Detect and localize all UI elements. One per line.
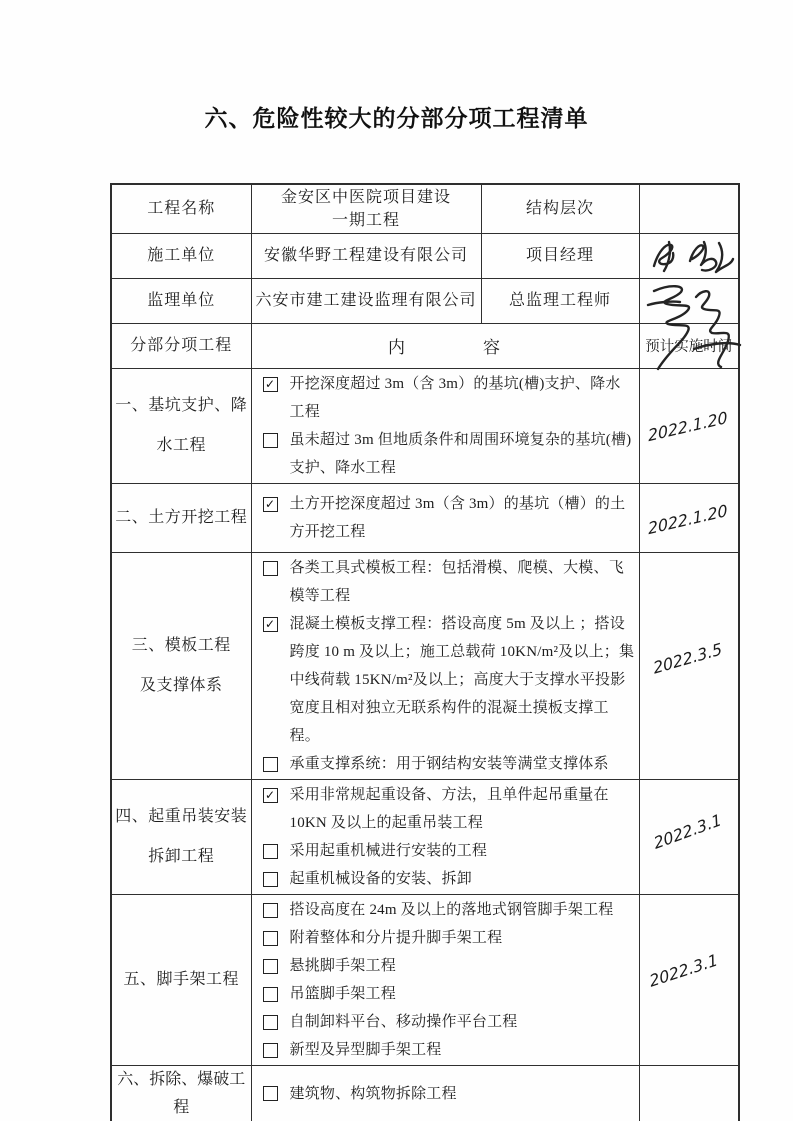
section-name-line: 二、土方开挖工程 xyxy=(115,508,248,526)
checklist-item-text: 建筑物、构筑物拆除工程 xyxy=(289,1085,457,1102)
checkbox-icon xyxy=(263,872,278,887)
checkbox-icon xyxy=(263,959,278,974)
handwritten-date: 2022.3.1 xyxy=(647,949,719,991)
checkbox-icon xyxy=(263,757,278,772)
section-name-earth-excavation xyxy=(111,483,251,552)
contractor-label: 施工单位 xyxy=(111,233,251,278)
checkbox-icon xyxy=(263,1086,278,1101)
handwritten-date: 2022.3.1 xyxy=(651,809,723,853)
hazardous-works-table xyxy=(110,183,740,1121)
section-content-cell xyxy=(251,552,639,779)
section-name-formwork xyxy=(111,552,251,779)
handwritten-date: 2022.3.5 xyxy=(651,638,724,678)
contractor-value: 安徽华野工程建设有限公司 xyxy=(251,233,481,278)
checklist-item xyxy=(260,370,635,426)
table-row xyxy=(111,894,739,1065)
table-row xyxy=(111,184,739,233)
time-column-header: 预计实施时间 xyxy=(639,323,739,368)
chief-supervisor-signature-cell xyxy=(639,278,739,323)
section-content-cell xyxy=(251,779,639,894)
checklist-item xyxy=(260,554,635,610)
checklist-item xyxy=(260,781,635,837)
section-name-lifting-installation xyxy=(111,779,251,894)
checklist-item-text: 土方开挖深度超过 3m（含 3m）的基坑（槽）的土方开挖工程 xyxy=(289,495,626,540)
table-row xyxy=(111,779,739,894)
checklist-item-text: 新型及异型脚手架工程 xyxy=(289,1041,442,1058)
section-name-line: 五、脚手架工程 xyxy=(123,970,239,988)
checkbox-icon xyxy=(263,561,278,576)
project-name-value xyxy=(251,184,481,233)
supervision-unit-value: 六安市建工建设监理有限公司 xyxy=(251,278,481,323)
content-column-header: 内 容 xyxy=(251,323,639,368)
checklist-item-text: 混凝土模板支撑工程：搭设高度 5m 及以上 ；搭设跨度 10 m 及以上；施工总载荷 10KN/m²及以上；集中线荷载 15KN/m²及以上；高度大于支撑水平投影宽度且相对独立无联系构件的混凝土摸板支撑工程。 xyxy=(289,615,635,744)
section-name-foundation-support xyxy=(111,368,251,483)
planned-time-cell xyxy=(639,1065,739,1121)
checkbox-icon: ✓ xyxy=(263,377,278,392)
checklist-item-text: 承重支撑系统：用于钢结构安装等满堂支撑体系 xyxy=(289,755,609,772)
checklist-item xyxy=(260,924,635,952)
section-content-cell xyxy=(251,1065,639,1121)
checklist-item xyxy=(260,1036,635,1064)
checklist-item-text: 虽未超过 3m 但地质条件和周围环境复杂的基坑(槽)支护、降水工程 xyxy=(289,431,632,476)
checklist-item-text: 悬挑脚手架工程 xyxy=(289,957,396,974)
project-name-line2: 一期工程 xyxy=(331,211,400,229)
project-manager-label: 项目经理 xyxy=(481,233,639,278)
structure-level-label: 结构层次 xyxy=(481,184,639,233)
section-column-header: 分部分项工程 xyxy=(111,323,251,368)
checkbox-icon: ✓ xyxy=(263,497,278,512)
section-name-line: 水工程 xyxy=(156,436,206,454)
handwritten-date: 2022.1.20 xyxy=(646,407,728,445)
checklist-item xyxy=(260,1080,635,1108)
section-content-cell xyxy=(251,368,639,483)
section-name-line: 及支撑体系 xyxy=(139,676,223,694)
checklist-item-text: 吊篮脚手架工程 xyxy=(289,985,396,1002)
checklist-item-text: 采用非常规起重设备、方法，且单件起吊重量在 10KN 及以上的起重吊装工程 xyxy=(289,786,609,831)
checkbox-icon xyxy=(263,433,278,448)
section-name-scaffolding xyxy=(111,894,251,1065)
section-name-line: 拆卸工程 xyxy=(148,847,215,865)
checkbox-icon xyxy=(263,903,278,918)
checkbox-icon: ✓ xyxy=(263,788,278,803)
checklist-item xyxy=(260,896,635,924)
checklist-item xyxy=(260,837,635,865)
project-name-line1: 金安区中医院项目建设 xyxy=(280,188,451,206)
table-row xyxy=(111,233,739,278)
project-manager-signature-cell xyxy=(639,233,739,278)
checkbox-icon xyxy=(263,1015,278,1030)
supervision-unit-label: 监理单位 xyxy=(111,278,251,323)
section-content-cell xyxy=(251,894,639,1065)
handwritten-date: 2022.1.20 xyxy=(646,500,728,538)
checklist-item xyxy=(260,750,635,778)
page-title: 六、危险性较大的分部分项工程清单 xyxy=(204,105,589,131)
checkbox-icon xyxy=(263,844,278,859)
checklist-item-text: 搭设高度在 24m 及以上的落地式钢管脚手架工程 xyxy=(289,901,614,918)
section-name-demolition-blasting xyxy=(111,1065,251,1121)
planned-time-cell xyxy=(639,483,739,552)
checklist-item-text: 自制卸料平台、移动操作平台工程 xyxy=(289,1013,518,1030)
section-name-line: 一、基坑支护、降 xyxy=(115,396,248,414)
chief-supervisor-label: 总监理工程师 xyxy=(481,278,639,323)
checklist-item xyxy=(260,1008,635,1036)
section-content-cell xyxy=(251,483,639,552)
checklist-item xyxy=(260,865,635,893)
checklist-item-text: 起重机械设备的安装、拆卸 xyxy=(289,870,472,887)
table-row xyxy=(111,483,739,552)
handwritten-signature-icon xyxy=(642,228,742,284)
planned-time-cell xyxy=(639,894,739,1065)
checklist-item xyxy=(260,490,635,546)
planned-time-cell xyxy=(639,368,739,483)
checkbox-icon xyxy=(263,931,278,946)
checkbox-icon: ✓ xyxy=(263,617,278,632)
checklist-item xyxy=(260,952,635,980)
table-row xyxy=(111,323,739,368)
checklist-item-text: 采用起重机械进行安装的工程 xyxy=(289,842,488,859)
checkbox-icon xyxy=(263,987,278,1002)
section-name-line: 三、模板工程 xyxy=(131,636,231,654)
section-name-line: 六、拆除、爆破工程 xyxy=(117,1070,246,1116)
table-row xyxy=(111,1065,739,1121)
checklist-item-text: 附着整体和分片提升脚手架工程 xyxy=(289,929,503,946)
section-name-line: 四、起重吊装安装 xyxy=(115,807,248,825)
checklist-item xyxy=(260,426,635,482)
planned-time-cell xyxy=(639,779,739,894)
project-name-label: 工程名称 xyxy=(111,184,251,233)
checklist-item-text: 各类工具式模板工程：包括滑模、爬模、大模、飞模等工程 xyxy=(289,559,624,604)
checklist-item xyxy=(260,610,635,750)
structure-level-value xyxy=(639,184,739,233)
checkbox-icon xyxy=(263,1043,278,1058)
checklist-item-text: 开挖深度超过 3m（含 3m）的基坑(槽)支护、降水工程 xyxy=(289,375,621,420)
table-row xyxy=(111,552,739,779)
table-row xyxy=(111,278,739,323)
table-row xyxy=(111,368,739,483)
checklist-item xyxy=(260,980,635,1008)
planned-time-cell xyxy=(639,552,739,779)
